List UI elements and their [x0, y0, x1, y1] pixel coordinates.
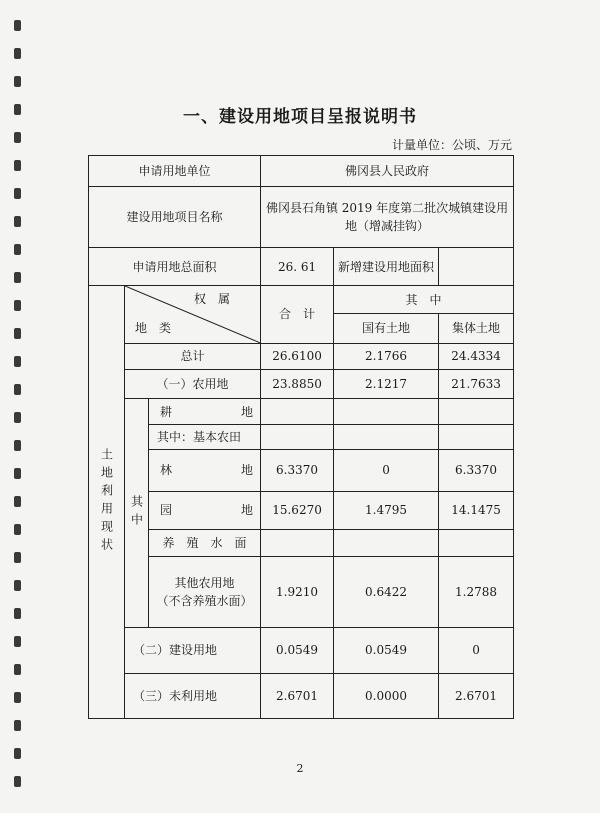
- cell-total: 6.3370: [261, 450, 334, 492]
- row-label: （三）未利用地: [125, 674, 261, 719]
- cell-state: [334, 530, 439, 556]
- group-col-header: 其 中: [334, 285, 514, 313]
- cell-state: 0.0000: [334, 674, 439, 719]
- cell-collective: 2.6701: [439, 674, 514, 719]
- table-row: [89, 424, 514, 449]
- cell-total: [261, 530, 334, 556]
- row-label: （一）农用地: [125, 369, 261, 398]
- cell-state: [334, 399, 439, 424]
- cell-total: 1.9210: [261, 556, 334, 627]
- row-label: 园 地: [149, 491, 261, 530]
- total-area-value: 26. 61: [261, 248, 334, 286]
- ownership-header: 权 属: [194, 291, 231, 306]
- row-label: 林 地: [149, 450, 261, 492]
- unit-note: 计量单位：公顷、万元: [391, 138, 512, 152]
- document-title: 一、建设用地项目呈报说明书: [183, 107, 417, 127]
- cell-total: 0.0549: [261, 627, 334, 674]
- state-col-header: 国有土地: [334, 314, 439, 343]
- table-row: [89, 530, 514, 556]
- land-use-section-label: 土地利用现状: [89, 285, 125, 718]
- table-row: [89, 491, 514, 530]
- cell-state: 0.0549: [334, 627, 439, 674]
- cell-state: 0: [334, 450, 439, 492]
- row-label: 耕 地: [149, 399, 261, 424]
- row-label: （二）建设用地: [125, 627, 261, 674]
- row-label: 其中：基本农田: [149, 424, 261, 449]
- cell-state: 2.1217: [334, 369, 439, 398]
- new-area-value: [439, 248, 514, 286]
- table-row: [89, 450, 514, 492]
- cell-collective: 14.1475: [439, 491, 514, 530]
- page-number: 2: [296, 762, 304, 775]
- table-row: [89, 399, 514, 424]
- table-row: [89, 187, 514, 248]
- cell-state: [334, 424, 439, 449]
- cell-total: 26.6100: [261, 343, 334, 369]
- cell-collective: [439, 424, 514, 449]
- sub-group-label: 其中: [125, 399, 149, 627]
- cell-total: [261, 424, 334, 449]
- table-row: [89, 285, 514, 313]
- table-row: [89, 369, 514, 398]
- cell-total: [261, 399, 334, 424]
- total-area-label: 申请用地总面积: [89, 248, 261, 286]
- project-name-value: 佛冈县石角镇 2019 年度第二批次城镇建设用地（增减挂钩）: [261, 187, 514, 248]
- cell-collective: [439, 530, 514, 556]
- cell-collective: 0: [439, 627, 514, 674]
- land-report-table: [88, 155, 514, 719]
- table-row: [89, 343, 514, 369]
- new-area-label: 新增建设用地面积: [334, 248, 439, 286]
- cell-collective: 24.4334: [439, 343, 514, 369]
- cell-total: 2.6701: [261, 674, 334, 719]
- applicant-label: 申请用地单位: [89, 156, 261, 187]
- project-name-label: 建设用地项目名称: [89, 187, 261, 248]
- land-type-header: 地 类: [135, 320, 172, 335]
- table-row: [89, 556, 514, 627]
- collective-col-header: 集体土地: [439, 314, 514, 343]
- header-diagonal-cell: [125, 285, 261, 343]
- row-label: 其他农用地 （不含养殖水面）: [149, 556, 261, 627]
- cell-total: 15.6270: [261, 491, 334, 530]
- cell-collective: 6.3370: [439, 450, 514, 492]
- cell-total: 23.8850: [261, 369, 334, 398]
- cell-collective: [439, 399, 514, 424]
- total-col-header: 合 计: [261, 285, 334, 343]
- row-label: 养 殖 水 面: [149, 530, 261, 556]
- table-row: [89, 156, 514, 187]
- table-row: [89, 627, 514, 674]
- cell-collective: 21.7633: [439, 369, 514, 398]
- table-row: [89, 674, 514, 719]
- cell-state: 1.4795: [334, 491, 439, 530]
- cell-state: 2.1766: [334, 343, 439, 369]
- cell-state: 0.6422: [334, 556, 439, 627]
- table-row: [89, 248, 514, 286]
- row-label: 总计: [125, 343, 261, 369]
- binding-holes: [14, 20, 24, 810]
- applicant-value: 佛冈县人民政府: [261, 156, 514, 187]
- cell-collective: 1.2788: [439, 556, 514, 627]
